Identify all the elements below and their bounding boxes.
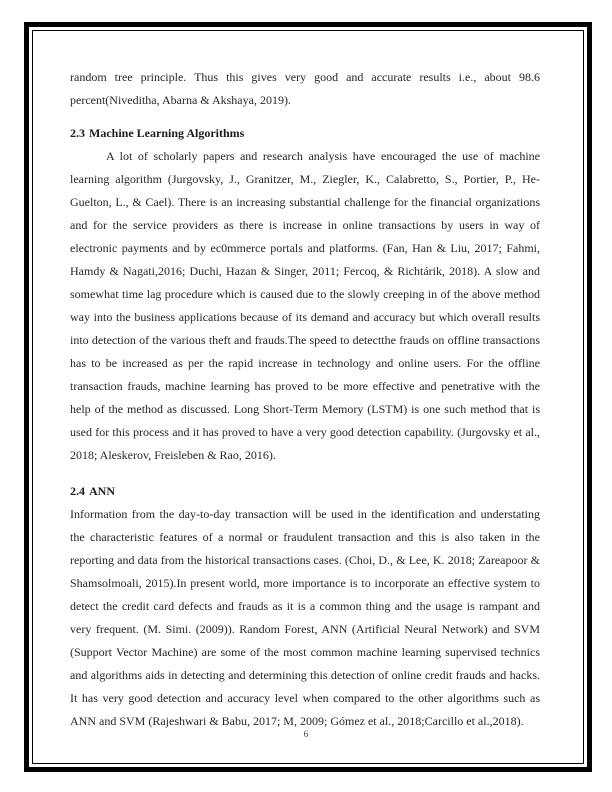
page-number: 6 xyxy=(303,730,309,740)
section-2-4-number: 2.4 xyxy=(70,484,85,498)
section-2-3-number: 2.3 xyxy=(70,126,85,140)
paragraph-section-2-3: A lot of scholarly papers and research analysis have encouraged the use of machine learning algorithm (Jurgovsky, J., Granitzer, M., Ziegler, K., Calabretto, S., Portier, P., He-Guelton, L., & Cael). There is an increasing substantial challenge for the financial organizations and for the service providers as there is increase in online transactions by users in way of electronic payments and by ec0mmerce portals and platforms. (Fan, Han & Liu, 2017; Fahmi, Hamdy & Nagati,2016; Duchi, Hazan & Singer, 2011; Fercoq, & Richtárik, 2018). A slow and somewhat time lag procedure which is caused due to the slowly creeping in of the above method way into the business applications because of its demand and accuracy but which overall results into detection of the various theft and frauds.The speed to detectthe frauds on offline transactions has to be increased as per the rapid increase in technology and online users. For the offline transaction frauds, machine learning has proved to be more effective and penetrative with the help of the method as discussed. Long Short-Term Memory (LSTM) is one such method that is used for this process and it has proved to have a very good detection capability. (Jurgovsky et al., 2018; Aleskerov, Freisleben & Rao, 2016). xyxy=(70,149,540,462)
section-2-3-title: Machine Learning Algorithms xyxy=(89,126,245,140)
paragraph-section-2-4: Information from the day-to-day transaction will be used in the identification and understating the characteristic features of a normal or fraudulent transaction and this is also taken in the reporting and data from the historical transactions cases. (Choi, D., & Lee, K. 2018; Zareapoor & Shamsolmoali, 2015).In present world, more importance is to incorporate an effective system to detect the credit card defects and frauds as it is a common thing and the usage is rampant and very frequent. (M. Simi. (2009)). Random Forest, ANN (Artificial Neural Network) and SVM (Support Vector Machine) are some of the most common machine learning supervised technics and algorithms aids in detecting and determining this detection of online credit frauds and hacks. It has very good detection and accuracy level when compared to the other algorithms such as ANN and SVM (Rajeshwari & Babu, 2017; M, 2009; Gómez et al., 2018;Carcillo et al.,2018). xyxy=(70,507,540,728)
page-content xyxy=(33,31,583,763)
page-border-outer xyxy=(24,22,592,772)
paragraph-intro: random tree principle. Thus this gives very good and accurate results i.e., about 98.6 percent(Niveditha, Abarna & Akshaya, 2019). xyxy=(70,70,540,107)
section-2-4-title: ANN xyxy=(89,484,115,498)
section-heading-2-4 xyxy=(70,480,540,503)
section-heading-2-3 xyxy=(70,122,540,145)
page-border-inner xyxy=(32,30,584,764)
